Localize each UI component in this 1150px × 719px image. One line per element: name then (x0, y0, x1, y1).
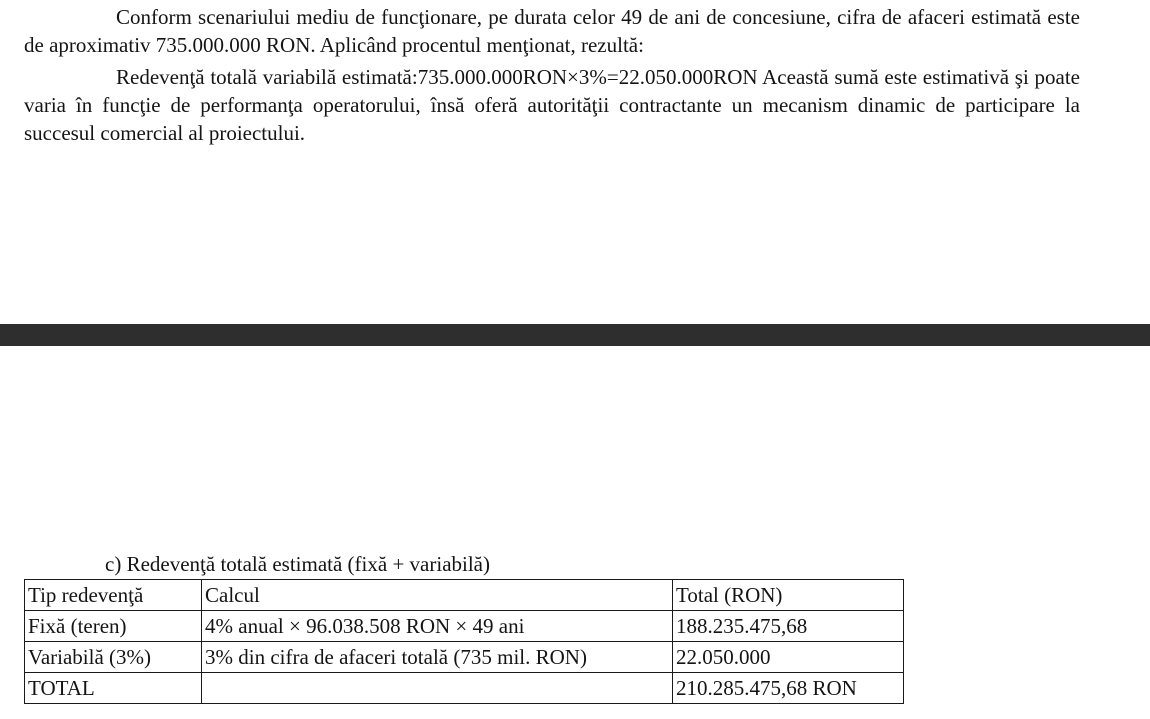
header-cell-calculation: Calcul (202, 580, 673, 611)
table-row (25, 611, 904, 642)
header-cell-total: Total (RON) (673, 580, 904, 611)
table-header-row (25, 580, 904, 611)
cell-calculation-variable: 3% din cifra de afaceri totală (735 mil. RON) (202, 642, 673, 673)
paragraph-turnover-scenario: Conform scenariului mediu de funcţionare, pe durata celor 49 de ani de concesiune, cifra de afaceri estimată este de aproximativ 735.000.000 RON. Aplicând procentul menţionat, rezultă: (24, 5, 1080, 57)
cell-total-sum: 210.285.475,68 RON (673, 673, 904, 704)
cell-calculation-fixed: 4% anual × 96.038.508 RON × 49 ani (202, 611, 673, 642)
cell-calculation-total (202, 673, 673, 704)
cell-type-fixed: Fixă (teren) (25, 611, 202, 642)
table-row (25, 642, 904, 673)
paragraph-variable-royalty: Redevenţă totală variabilă estimată:735.000.000RON×3%=22.050.000RON Această sumă este estimativă şi poate varia în funcţie de performanţa operatorului, însă oferă autorităţii contractante un mecanism dinamic de participare la succesul comercial al proiectului. (24, 65, 1080, 145)
cell-type-total: TOTAL (25, 673, 202, 704)
cell-type-variable: Variabilă (3%) (25, 642, 202, 673)
cell-total-variable: 22.050.000 (673, 642, 904, 673)
cell-total-fixed: 188.235.475,68 (673, 611, 904, 642)
table-caption: c) Redevenţă totală estimată (fixă + variabilă) (105, 552, 490, 576)
header-cell-type: Tip redevenţă (25, 580, 202, 611)
scan-artifact-band (0, 324, 1150, 346)
table-row-total (25, 673, 904, 704)
royalty-table (24, 579, 904, 704)
